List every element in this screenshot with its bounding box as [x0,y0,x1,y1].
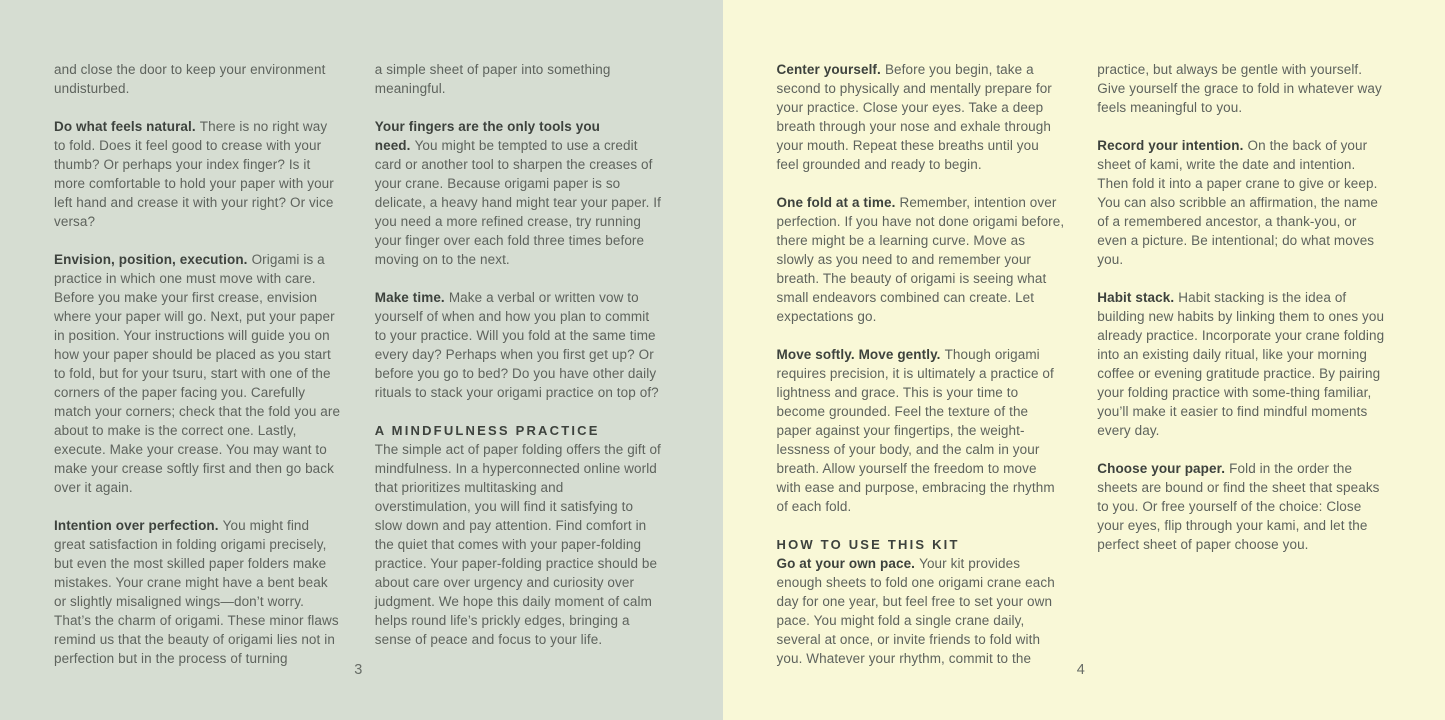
page-left-column-2 [375,60,663,687]
paragraph [54,117,342,231]
paragraph [1097,459,1385,554]
paragraph-text: Habit stacking is the idea of building new habits by linking them to ones you already practice. Incorporate your crane folding into an existing daily ritual, like your morning coffee or evening gratitude practice. By pairing your folding practice with some-thing familiar, you’ll make it easier to find mindful moments every day. [1097,290,1385,438]
paragraph [54,516,342,668]
paragraph-lead: Habit stack. [1097,290,1175,305]
paragraph [777,345,1065,516]
page-number-right: 4 [1076,662,1085,678]
section-heading-mindfulness-practice: A MINDFULNESS PRACTICE [374,423,600,438]
paragraph-text: The simple act of paper folding offers the gift of mindfulness. In a hyperconnected online world that prioritizes multitasking and overstimulation, you will find it satisfying to slow down and pay attention. Find comfort in the quiet that comes with your paper-folding practice. Your paper-folding practice should be about care over urgency and curiosity over judgment. We hope this daily moment of calm helps round life’s prickly edges, bringing a sense of peace and focus to your life. [374,442,661,647]
book-page-right [723,0,1445,720]
paragraph-lead: Move softly. Move gently. [776,347,941,362]
paragraph-lead: Go at your own pace. [776,556,916,571]
paragraph-lead: Intention over perfection. [54,518,219,533]
paragraph-lead: One fold at a time. [776,195,896,210]
section-heading-how-to-use-this-kit: HOW TO USE THIS KIT [776,537,960,552]
paragraph [1097,60,1385,117]
paragraph [375,288,663,402]
paragraph-text: You might be tempted to use a credit card or another tool to sharpen the creases of your crane. Because origami paper is so delicate, a heavy hand might tear your paper. If you need a more refined crease, try running your finger over each fold three times before moving on to the next. [374,138,661,267]
paragraph-text: On the back of your sheet of kami, write the date and intention. Then fold it into a paper crane to give or keep. You can also scribble an affirmation, the name of a remembered ancestor, a thank-you, or even a picture. Be intentional; do what moves you. [1097,138,1379,267]
paragraph [1097,288,1385,440]
paragraph-text: There is no right way to fold. Does it feel good to crease with your thumb? Or perhaps your index finger? Is it more comfortable to hold your paper with your left hand and crease it with your right? Or vice versa? [54,119,334,229]
paragraph-lead: Do what feels natural. [54,119,196,134]
page-number-left: 3 [354,662,363,678]
paragraph-text: You might find great satisfaction in folding origami precisely, but even the most skilled paper folders make mistakes. Your crane might have a bent beak or slightly misaligned wings—don’t worry. That’s the charm of origami. These minor flaws remind us that the beauty of origami lies not in perfection but in the process of turning [54,518,339,666]
paragraph-text: a simple sheet of paper into something meaningful. [374,62,611,96]
paragraph-lead: Record your intention. [1097,138,1244,153]
paragraph [777,60,1065,174]
paragraph [54,250,342,497]
paragraph-lead: Center yourself. [776,62,881,77]
paragraph [375,440,663,649]
paragraph-text: Make a verbal or written vow to yourself of when and how you plan to commit to your practice. Will you fold at the same time every day? Perhaps when you first get up? Or before you go to bed? Do you have other daily rituals to stack your origami practice on top of? [374,290,659,400]
paragraph [54,60,342,98]
paragraph [1097,136,1385,269]
paragraph [777,193,1065,326]
paragraph-text: Though origami requires precision, it is ultimately a practice of lightness and grace. This is your time to become grounded. Feel the texture of the paper against your fingertips, the weight-lessness of your body, and the calm in your breath. Allow yourself the freedom to move with ease and purpose, embracing the rhythm of each fold. [776,347,1055,514]
paragraph [777,554,1065,668]
page-left-column-1 [54,60,342,687]
paragraph-text: practice, but always be gentle with yourself. Give yourself the grace to fold in whatever way feels meaningful to you. [1097,62,1382,115]
paragraph-text: Remember, intention over perfection. If you have not done origami before, there might be a learning curve. Move as slowly as you need to and remember your breath. The beauty of origami is seeing what small endeavors combined can create. Let expectations go. [776,195,1065,324]
paragraph-lead: Choose your paper. [1097,461,1226,476]
paragraph-text: Fold in the order the sheets are bound or find the sheet that speaks to you. Or free yourself of the choice: Close your eyes, flip through your kami, and let the perfect sheet of paper choose you. [1097,461,1380,552]
page-left-content [54,60,663,687]
paragraph-text: Before you begin, take a second to physically and mentally prepare for your practice. Close your eyes. Take a deep breath through your nose and exhale through your mouth. Repeat these breaths until you feel grounded and ready to begin. [776,62,1052,172]
paragraph-lead: Make time. [374,290,445,305]
page-right-column-2 [1097,60,1385,687]
paragraph-lead: Envision, position, execution. [54,252,248,267]
paragraph-lead: Your fingers are the only tools you need. [374,119,601,153]
paragraph-text: Your kit provides enough sheets to fold one origami crane each day for one year, but feel free to set your own pace. You might fold a single crane daily, several at once, or invite friends to fold with you. Whatever your rhythm, commit to the [776,556,1055,666]
page-right-content [777,60,1386,687]
paragraph-text: Origami is a practice in which one must move with care. Before you make your first crease, envision where your paper will go. Next, put your paper in position. Your instructions will guide you on how your paper should be placed as you start to fold, but for your tsuru, start with one of the corners of the paper facing you. Carefully match your corners; check that the fold you are about to make is the correct one. Lastly, execute. Make your crease. You may want to make your crease softly first and then go back over it again. [54,252,341,495]
page-right-column-1 [777,60,1065,687]
paragraph [375,117,663,269]
paragraph-text: and close the door to keep your environment undisturbed. [54,62,326,96]
paragraph [375,60,663,98]
